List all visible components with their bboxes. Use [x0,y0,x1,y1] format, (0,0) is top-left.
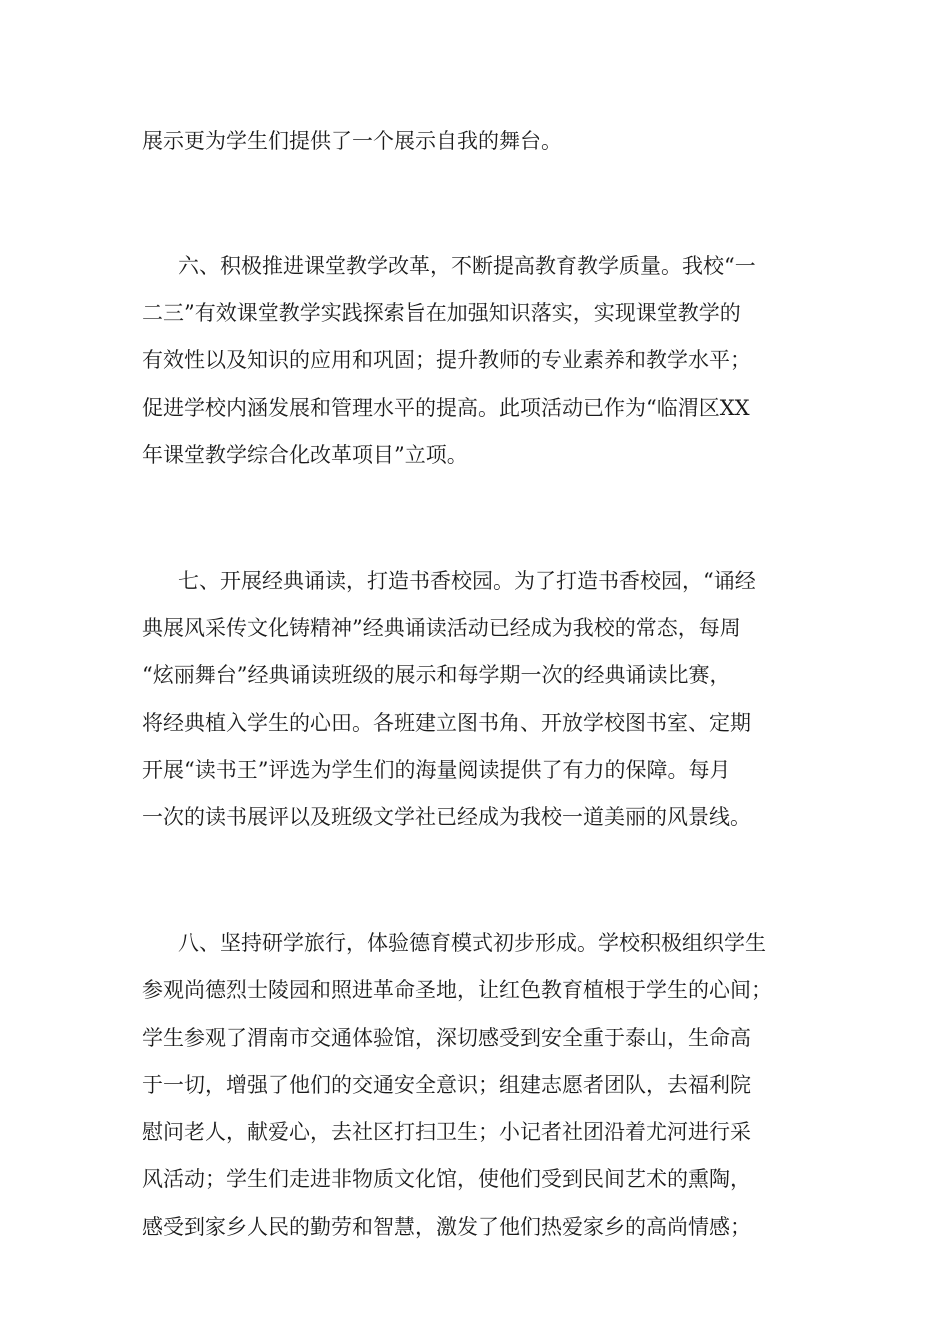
text-line: 有效性以及知识的应用和巩固；提升教师的专业素养和教学水平； [142,348,751,372]
text-line: 风活动；学生们走进非物质文化馆，使他们受到民间艺术的熏陶， [142,1167,751,1191]
text-line: 慰问老人，献爱心，去社区打扫卫生；小记者社团沿着尤河进行采 [142,1120,751,1144]
text-line: 于一切，增强了他们的交通安全意识；组建志愿者团队，去福利院 [142,1073,751,1097]
text-line: 八、坚持研学旅行，体验德育模式初步形成。学校积极组织学生 [178,931,766,955]
text-line: “炫丽舞台”经典诵读班级的展示和每学期一次的经典诵读比赛， [142,663,731,687]
text-line: 展示更为学生们提供了一个展示自我的舞台。 [142,129,562,153]
text-line: 年课堂教学综合化改革项目”立项。 [142,443,468,467]
text-line: 七、开展经典诵读，打造书香校园。为了打造书香校园，“诵经 [178,569,756,593]
text-line: 一次的读书展评以及班级文学社已经成为我校一道美丽的风景线。 [142,805,751,829]
text-line: 感受到家乡人民的勤劳和智慧，激发了他们热爱家乡的高尚情感； [142,1215,751,1239]
text-line: 学生参观了渭南市交通体验馆，深切感受到安全重于泰山，生命高 [142,1026,751,1050]
text-line: 将经典植入学生的心田。各班建立图书角、开放学校图书室、定期 [142,711,751,735]
text-line: 二三”有效课堂教学实践探索旨在加强知识落实，实现课堂教学的 [142,301,741,325]
text-line: 开展“读书王”评选为学生们的海量阅读提供了有力的保障。每月 [142,758,731,782]
text-line: 促进学校内涵发展和管理水平的提高。此项活动已作为“临渭区XX [142,396,750,420]
text-line: 六、积极推进课堂教学改革，不断提高教育教学质量。我校“一 [178,254,756,278]
text-line: 参观尚德烈士陵园和照进革命圣地，让红色教育植根于学生的心间； [142,978,772,1002]
text-line: 典展风采传文化铸精神”经典诵读活动已经成为我校的常态，每周 [142,616,741,640]
